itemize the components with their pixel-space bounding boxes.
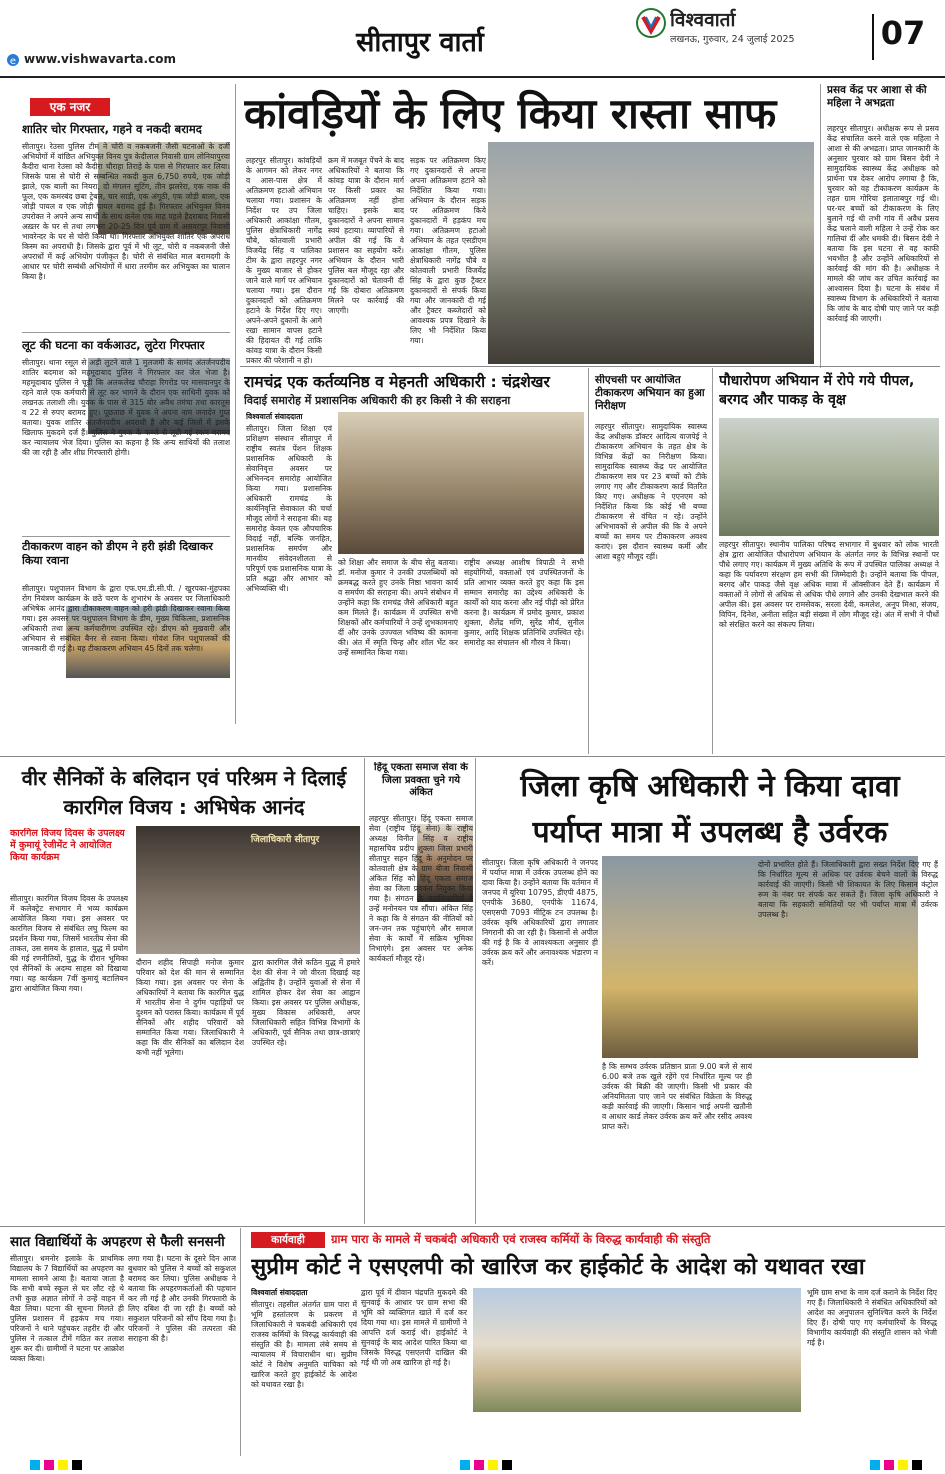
chandrashekhar-title: रामचंद्र एक कर्तव्यनिष्ठ व मेहनती अधिकारी : चंद्रशेखर (244, 373, 550, 391)
registration-cyan (460, 1460, 470, 1470)
supreme-court-photo (473, 1288, 801, 1412)
registration-black (502, 1460, 512, 1470)
chandrashekhar-photo (338, 412, 584, 554)
apaharan-col1: सीतापुर। धमनोर इलाके के प्राथमिक विद्यालय के 7 विद्यार्थियों का अपहरण का मामला सामने आया है। बताया जाता है कि सभी बच्चे स्कूल से घर लौट रहे थे तभी कुछ अज्ञात लोगों ने उन्हें वाहन में बैठा लिया। घटना की सूचना मिलते ही पुलिस प्रशासन में हड़कंप मच गया। परिजनों ने थाने पहुंचकर तहरीर दी और पुलिस ने तत्काल टीमें गठित कर तलाश शुरू कर दी। ग्रामीणों ने घटना पर आक्रोश व्यक्त किया। (10, 1254, 124, 1363)
cmo-story (588, 368, 708, 754)
page-number: 07 (872, 14, 932, 60)
hindu-body: लहरपुर सीतापुर। हिंदू एकता समाज सेवा (राष्ट्रीय हिंदू सेना) के राष्ट्रीय अध्यक्ष विनीत सिंह व राष्ट्रीय महासचिव प्रदीप शुक्ला जिला प्रभारी सीतापुर सहन हिंदू के अनुमोदन पर कोतवाली क्षेत्र के ग्राम बीजा निवासी अंकित सिंह को हिंदू एकता समाज सेवा का जिला प्रवक्ता नियुक्त किया गया है। संगठन के पदाधिकारियों ने उन्हें मनोनयन पत्र सौंपा। अंकित सिंह ने कहा कि वे संगठन की नीतियों को जन-जन तक पहुंचाएंगे और समाज सेवा के कार्यों में सक्रिय भूमिका निभाएंगे। इस अवसर पर अनेक कार्यकर्ता मौजूद रहे। (369, 814, 473, 963)
registration-yellow (488, 1460, 498, 1470)
story3-title: टीकाकरण वाहन को डीएम ने हरी झंडी दिखाकर किया रवाना (22, 540, 213, 567)
hindu-title: हिंदू एकता समाज सेवा के जिला प्रवक्ता चुने गये अंकित (374, 762, 468, 798)
chandrashekhar-col1: सीतापुर। जिला शिक्षा एवं प्रशिक्षण संस्थान सीतापुर में राष्ट्रीय स्वतंत्र पेंशन शिक्षक प्रशासनिक अधिकारी के सेवानिवृत्त अवसर पर अभिनन्दन समारोह आयोजित किया गया। प्रशासनिक अधिकारी रामचंद्र के कार्यनिवृत्ति सेवाकाल की चर्चा मौजूद लोगों ने सराहना की। यह समारोह केवल एक औपचारिक विदाई नहीं, बल्कि जनहित, प्रशासनिक समर्पण और मानवीय संवेदनशीलता से परिपूर्ण एक प्रशासनिक यात्रा के प्रति श्रद्धा और आभार को अभिव्यक्ति थी। (246, 424, 332, 593)
apaharan-title: सात विद्यार्थियों के अपहरण से फैली सनसनी (10, 1234, 225, 1250)
plantation-story (712, 368, 940, 754)
plantation-title: पौधारोपण अभियान में रोपे गये पीपल, बरगद और पाकड़ के वृक्ष (719, 373, 915, 408)
krishi-col2: है कि सम्भव उर्वरक प्रतिष्ठान प्रातः 9.00 बजे से सायं 6.00 बजे तक खुले रहेंगे एवं निर्धारित मूल्य पर ही उर्वरक की बिक्री की जाएगी। किसी भी प्रकार की अनियमितता पाए जाने पर संबंधित विक्रेता के विरुद्ध कड़ी कार्रवाई की जाएगी। किसान भाई अपनी खतौनी व आधार कार्ड लेकर उर्वरक क्रय करें और रसीद अवश्य प्राप्त करें। (602, 1062, 752, 1131)
print-registration-strip (0, 1458, 945, 1474)
registration-black (72, 1460, 82, 1470)
prasav-story (820, 84, 940, 368)
supreme-byline: विश्ववार्ता संवाददाता (251, 1288, 308, 1297)
hindu-story (364, 758, 476, 1224)
apaharan-col2: लगा गया है। घटना के दूसरे दिन आज बुधवार को पुलिस ने बच्चों को सकुशल बरामद कर लिया। पुलिस अधीक्षक ने बताया कि अपहरणकर्ताओं की पहचान कर ली गई है और उनकी गिरफ्तारी के लिए दबिश दी जा रही है। बच्चों को सकुशल परिजनों को सौंप दिया गया है। परिजनों ने पुलिस की तत्परता की सराहना की है। (128, 1254, 236, 1343)
supreme-story (240, 1228, 940, 1456)
supreme-title: सुप्रीम कोर्ट ने एसएलपी को खारिज कर हाईकोर्ट के आदेश को यथावत रखा (251, 1254, 865, 1280)
kargil-photo-caption: जिलाधिकारी सीतापुर (250, 835, 320, 845)
krishi-title-line1: जिला कृषि अधिकारी ने किया दावा (520, 769, 900, 804)
registration-black (912, 1460, 922, 1470)
prasav-body: लहरपुर सीतापुर। अधीक्षक रूप से प्रसव केंद्र संचालित करने वाले एक महिला ने आशा से की अभद्रता। प्राप्त जानकारी के अनुसार चुरवार को ग्राम बिसन देवी ने सामुदायिक स्वास्थ्य केंद्र अधीक्षक को प्रार्थना पत्र देकर आरोप लगाया है कि, चुरवार को वह टीकाकरण कार्यक्रम के तहत ग्राम गोरिया इलाताबपुर गई थी। घर-घर बच्चों को टीकाकरण के लिए बुलाने गई थी तभी गांव में अवैध प्रसव केंद्र चलाने वाली महिला ने उन्हें रोक कर गालियां दीं और धमकी दी। बिसन देवी ने बताया कि इस घटना से वह काफी भयभीत है और उन्होंने अधिकारियों से कार्रवाई की मांग की है। अधीक्षक ने मामले की जांच कर उचित कार्रवाई का आश्वासन दिया है। घटना के संबंध में स्वास्थ्य विभाग के अधिकारियों ने बताया कि जांच के बाद दोषी पाए जाने पर कड़ी कार्रवाई की जाएगी। (827, 124, 939, 323)
krishi-col1: सीतापुर। जिला कृषि अधिकारी ने जनपद में पर्याप्त मात्रा में उर्वरक उपलब्ध होने का दावा किया है। उन्होंने बताया कि वर्तमान में जनपद में यूरिया 10795, डीएपी 4875, एनपीके 3680, एनपीके 11674, एसएसपी 7093 मीट्रिक टन उपलब्ध है। उर्वरक कृषि अधिकारियों द्वारा लगातार निगरानी की जा रही है। किसानों से अपील की गई है कि वे आवश्यकता अनुसार ही उर्वरक क्रय करें और अनावश्यक भंडारण न करें। (482, 858, 598, 967)
svg-text:e: e (9, 56, 17, 66)
prasav-title: प्रसव केंद्र पर आशा से की महिला ने अभद्रता (827, 84, 927, 109)
kargil-title: वीर सैनिकों के बलिदान एवं परिश्रम ने दिलाई कारगिल विजय : अभिषेक आनंद (21, 766, 347, 819)
supreme-tag: कार्यवाही (251, 1232, 325, 1248)
chandrashekhar-byline: विश्ववार्ता संवाददाता (246, 412, 303, 421)
chandrashekhar-col3: राष्ट्रीय अध्यक्ष आशीष त्रिपाठी ने सभी सहयोगियों, वक्ताओं एवं उपस्थितजनों के प्रति आभार व्यक्त करते हुए कहा कि इस सम्मान समारोह का उद्देश्य अधिकारी के कार्यों को याद करना और नई पीढ़ी को प्रेरित करना है। कार्यक्रम में प्रमोद कुमार, प्रकाश शुक्ला, शैलेंद्र मणि, सुरेंद्र मौर्य, सुनील कुमार, आदि शिक्षक प्रतिनिधि उपस्थित रहे। समारोह का संचालन श्री गौरव ने किया। (464, 558, 584, 647)
plantation-photo (719, 418, 939, 536)
story1-title: शातिर चोर गिरफ्तार, गहने व नकदी बरामद (22, 122, 202, 136)
page-header (0, 0, 945, 75)
registration-cyan (870, 1460, 880, 1470)
story1-body: सीतापुर। रेउसा पुलिस टीम ने चोरी व नकबजनी जैसी घटनाओं के दर्जी अभियोगों में वांछित अभियुक्त विनय पुत्र केदीलाल निवासी ग्राम लोनियापुरवा कैदीरा थाना रेउसा को कैदीरा चौराहा तिराहे के पास से गिरफ्तार कर लिया। जिसके पास से चोरी से सम्बन्धित नकदी कुल 6,750 रुपये, एक जोड़ी झाले, एक बाली का नियरा, दो मंगलन सूटिंग, तीन झलरेरा, एक नाक की फूल, एक कमरबंद छबा ट्रेबल, चार साड़ी, एक अंगूठी, एक जोड़ी बाला, एक जोड़ी पायल व एक जोड़ी पायल बरामद हुई है। गिरफ्तार अभियुक्त विनय उपरोक्त ने अपने अन्य साथी के साथ कनेल एक माह पहले हैदराबाद निवासी अख़्तर के घर से तथा लगभग 20-25 दिन पूर्व ग्राम में असवरपुर निवासी भावरेन्दर के घर से चोरी किया था। गिरफ्तार अभियुक्त शातिर एक अपराध किस्म का अपराधी है। जिसके द्वारा पूर्व में भी लूट, चोरी व नकबजनी जैसे अपराधों में कई अभियोग पंजीकृत है। चोरी से संबंधित माल बरामदगी के आधार पर चोरी सम्बंधी अभियोगों में धारा तरमीम कर अभियुक्त का चालान किया है। (22, 142, 230, 281)
supreme-col1: सीतापुर। तहसील अंतर्गत ग्राम पारा में भूमि हस्तांतरण के प्रकरण में जिलाधिकारी ने चकबंदी अधिकारी एवं राजस्व कर्मियों के विरुद्ध कार्यवाही की संस्तुति की है। मामला लंबे समय से न्यायालय में विचाराधीन था। सुप्रीम कोर्ट ने विशेष अनुमति याचिका को खारिज करते हुए हाईकोर्ट के आदेश को यथावत रखा है। (251, 1300, 357, 1389)
site-url[interactable]: www.vishwavarta.com (24, 52, 176, 66)
registration-magenta (44, 1460, 54, 1470)
registration-yellow (58, 1460, 68, 1470)
kargil-subhead: कारगिल विजय दिवस के उपलक्ष्य में कुमायूं रेजीमेंट ने आयोजित किया कार्यक्रम (10, 828, 125, 863)
chandrashekhar-col2: को शिक्षा और समाज के बीच सेतु बताया। डॉ. मनोज कुमार ने उनकी उपलब्धियों को क्रमबद्ध करते हुए उनके निष्ठा भावना कार्य व समर्पण की सराहना की। अपने संबोधन में उन्होंने कहा कि रामचंद्र जैसे अधिकारी बहुत कम मिलते हैं। कार्यक्रम में उपस्थित सभी शिक्षकों और कर्मचारियों ने उन्हें शुभकामनाएं दीं और उनके उज्ज्वल भविष्य की कामना की। अंत में स्मृति चिन्ह और शॉल भेंट कर उन्हें सम्मानित किया गया। (338, 558, 458, 657)
krishi-title-line2: पर्याप्त मात्रा में उपलब्ध है उर्वरक (532, 815, 888, 850)
lead-col1: लहरपुर सीतापुर। कांवड़ियों के आगमन को लेकर नगर व आस-पास क्षेत्र में अतिक्रमण हटाओ अभियान चलाया गया। प्रशासन के निर्देश पर उप जिला अधिकारी आकांक्षा गौतम, पुलिस क्षेत्राधिकारी नागेंद्र चौबे, कोतवाली प्रभारी विजयेंद्र सिंह व पालिका टीम के द्वारा लहरपुर नगर के मुख्य बाजार से होकर जाने वाले मार्ग पर अभियान चलाया गया। इस दौरान दुकानदारों को अतिक्रमण हटाने के निर्देश दिए गए। अपने-अपने दुकानों के आगे रखा सामान वापस हटाने की हिदायत दी गई ताकि कांवड़ यात्रा के दौरान किसी प्रकार की परेशानी न हो। (246, 156, 322, 364)
registration-magenta (884, 1460, 894, 1470)
dateline: लखनऊ, गुरुवार, 24 जुलाई 2025 (670, 34, 795, 45)
cmo-body: लहरपुर सीतापुर। सामुदायिक स्वास्थ्य केंद्र अधीक्षक डॉक्टर आदित्य वाजपेई ने टीकाकरण अभियान के तहत क्षेत्र के विभिन्न केंद्रों का निरीक्षण किया। सामुदायिक स्वास्थ्य केंद्र पर आयोजित टीकाकरण सत्र पर 23 बच्चों को टीके लगाए गए और टीकाकरण कार्ड वितरित किए गए। अधीक्षक ने एएनएम को निर्देशित किया कि कोई भी बच्चा टीकाकरण से वंचित न रहे। उन्होंने अभिभावकों से अपील की कि वे अपने बच्चों का समय पर टीकाकरण अवश्य कराएं। इस दौरान स्वास्थ्य कर्मी और आशा बहुएं मौजूद रहीं। (595, 422, 707, 561)
lead-photo (488, 142, 814, 364)
story2-title: लूट की घटना का वर्कआउट, लुटेरा गिरफ्तार (22, 338, 205, 352)
plantation-body: लहरपुर सीतापुर। स्थानीय पालिका परिषद सभागार में बुधवार को लोक भारती क्षेत्र द्वारा आयोजित पौधारोपण अभियान के अंतर्गत नगर के विभिन्न स्थानों पर पौधे लगाए गए। कार्यक्रम में मुख्य अतिथि के रूप में उपस्थित पालिका अध्यक्ष ने कहा कि पर्यावरण संरक्षण हम सभी की जिम्मेदारी है। उन्होंने बताया कि पीपल, बरगद और पाकड़ जैसे वृक्ष अधिक मात्रा में ऑक्सीजन देते हैं। कार्यक्रम में वक्ताओं ने लोगों से अधिक से अधिक पौधे लगाने और उनकी देखभाल करने की अपील की। इस अवसर पर रामसेवक, सरला देवी, कमलेश, अनूप मिश्रा, संजय, विपिन, दिनेश, अनीता सहित बड़ी संख्या में लोग मौजूद रहे। अंत में सभी ने पौधों को संरक्षित करने का संकल्प लिया। (719, 540, 939, 629)
story3-body: सीतापुर। पशुपालन विभाग के द्वारा एफ.एम.डी.सी.पी. / खुरपका-मुंहपका रोग नियंत्रण कार्यक्रम के छठें चरण के शुभारंभ के अवसर पर जिलाधिकारी अभिषेक आनंद द्वारा टीकाकरण वाहन को हरी झंडी दिखाकर रवाना किया गया। इस अवसर पर पशुपालन विभाग के डीम, मुख्य चिकित्सा, प्रशासनिक अधिकारी तथा अन्य कर्मचारीगण उपस्थित रहे। डीएम को मुखवारी और अभियान से संबंधित बैनर से रवाना किया। गोवंश जिन पशुपालकों की जानकारी दी गई है। यह टीकाकरण अभियान 45 दिनों तक चलेगा। (22, 584, 230, 653)
lead-col2: क्रम में मजबूत पेंचने के बाद अधिकारियों ने बताया कि कांवड़ यात्रा के दौरान मार्ग पर किसी प्रकार का अतिक्रमण नहीं होना चाहिए। इसके बाद दुकानदारों ने अपना सामान स्वयं हटाया। व्यापारियों से अपील की गई कि वे प्रशासन का सहयोग करें। अभियान के दौरान भारी पुलिस बल मौजूद रहा और दुकानदारों को चेतावनी दी गई कि दोबारा अतिक्रमण मिलने पर कार्रवाई की जाएगी। (328, 156, 404, 315)
supreme-col3: भूमि ग्राम सभा के नाम दर्ज कराने के निर्देश दिए गए हैं। जिलाधिकारी ने संबंधित अधिकारियों को आदेश का अनुपालन सुनिश्चित करने के निर्देश दिए हैं। दोषी पाए गए कर्मचारियों के विरुद्ध विभागीय कार्यवाही की संस्तुति शासन को भेजी गई है। (807, 1288, 937, 1347)
kargil-col1: सीतापुर। कारगिल विजय दिवस के उपलक्ष्य में कलेक्ट्रेट सभागार में भव्य कार्यक्रम आयोजित किया गया। इस अवसर पर कारगिल विजय से संबंधित लघु फिल्म का प्रदर्शन किया गया, जिसमें भारतीय सेना की ताकत, उस समय के हालात, युद्ध में प्रयोग की गई रणनीतियों, युद्ध के दौरान भूमिका एवं सैनिकों के अदम्य साहस को दिखाया गया। यह कार्यक्रम 7वीं कुमायूं बटालियन द्वारा आयोजित किया गया। (10, 894, 128, 993)
brand-logo-icon (636, 8, 666, 38)
lead-col3: सड़क पर अतिक्रमण किए गए दुकानदारों से अपना अपना अतिक्रमण हटाने को निर्देशित किया गया। अभियान के दौरान सड़क पर अतिक्रमण किये दुकानदारों में हड़कंप मच गया। अतिक्रमण हटाओ अभियान के तहत एसडीएम आकांक्षा गौतम, पुलिस क्षेत्राधिकारी नागेंद्र चौबे व कोतवाली प्रभारी विजयेंद्र सिंह के द्वारा कुछ ट्रैक्टर दुकानदारों से संपर्क किया गया और जानकारी दी गई और ट्रैक्टर कब्जेदारों को आवश्यक प्रपत्र दिखाने के लिए भी निर्देशित किया गया। (410, 156, 486, 345)
chandrashekhar-subtitle: विदाई समारोह में प्रशासनिक अधिकारी की हर किसी ने की सराहना (244, 394, 511, 407)
krishi-col3: दोनों प्रभारित होते हैं। जिलाधिकारी द्वारा सख्त निर्देश दिए गए हैं कि निर्धारित मूल्य से अधिक पर उर्वरक बेचने वालों के विरुद्ध कार्रवाई की जाएगी। किसी भी शिकायत के लिए किसान कंट्रोल रूम के नंबर पर संपर्क कर सकते हैं। जिला कृषि अधिकारी ने बताया कि सहकारी समितियों पर भी पर्याप्त मात्रा में उर्वरक उपलब्ध है। (758, 860, 938, 919)
registration-yellow (898, 1460, 908, 1470)
kargil-col2: दौरान शहीद सिपाही मनोज कुमार परिवार को देश की मान से सम्मानित किया गया। इस अवसर पर सेना के अधिकारियों ने बताया कि कारगिल युद्ध में भारतीय सेना ने दुर्गम पहाड़ियों पर दुश्मन को परास्त किया। कार्यक्रम में पूर्व सैनिकों और शहीद परिवारों को सम्मानित किया गया। जिलाधिकारी ने कहा कि वीर सैनिकों का बलिदान देश कभी नहीं भूलेगा। (136, 958, 244, 1057)
cmo-title: सीएचसी पर आयोजित टीकाकरण अभियान का हुआ निरीक्षण (595, 374, 705, 412)
supreme-col2: द्वारा पूर्व में दीवान चंद्रपति मुकदमे की सुनवाई के आधार पर ग्राम सभा की भूमि को व्यक्तिगत खाते में दर्ज कर दिया गया था। इस मामले में ग्रामीणों ने आपत्ति दर्ज कराई थी। हाईकोर्ट ने सुनवाई के बाद आदेश पारित किया था जिसके विरुद्ध एसएलपी दाखिल की गई थी जो अब खारिज हो गई है। (361, 1288, 467, 1367)
ie-icon (6, 52, 20, 66)
section-title: सीतापुर वार्ता (356, 27, 484, 58)
ek-nazar-column (8, 84, 236, 724)
brand-name: विश्ववार्ता (670, 9, 736, 28)
registration-magenta (474, 1460, 484, 1470)
story2-body: सीतापुर। थाना रसूल से अड़ी लुटने वाले 1 मुलजमी के सामंद अंतर्जनपदीय शातिर बदमाश को महमूदाबाद पुलिस ने गिरफ्तार कर जेल भेजा है। महमूदाबाद पुलिस ने चूड़ी कि अलकलेख चौराहा रिगरोड पर मासवानपुर के रहने वाले एक कर्मचारी से लूट कर भागने के दौरान एक साथिनी युवक को लखनऊ तलाशी ली। युवक के पास से 315 बोर अवैध तमंचा तथा कारतूस व 22 से रुपए बरामद हुए। पूछताछ में युवक ने अपना नाम जनार्दन गुप्त बताया। युवक शातिर अंतर्जनपदीय अपराधी है और कई जिलों में इसके खिलाफ मुकदमे दर्ज हैं। पुलिस ने युवक के कब्जे से लूटी गई रकम बरामद कर न्यायालय भेज दिया। पुलिस का कहना है कि अन्य साथियों की तलाश की जा रही है और शीघ्र गिरफ्तारी होगी। (22, 358, 230, 457)
kargil-photo (136, 826, 360, 954)
lead-title: कांवड़ियों के लिए किया रास्ता साफ (244, 89, 777, 138)
supreme-kicker: ग्राम पारा के मामले में चकबंदी अधिकारी एवं राजस्व कर्मियों के विरुद्ध कार्यवाही की संस्तुति (331, 1232, 711, 1246)
ek-nazar-label: एक नजर (30, 98, 110, 116)
kargil-col3: द्वारा कारगिल जैसे कठिन युद्ध में हमारे देश की सेना ने जो वीरता दिखाई वह अद्वितीय है। उन्होंने युवाओं से सेना में शामिल होकर देश सेवा का आह्वान किया। इस अवसर पर पुलिस अधीक्षक, मुख्य विकास अधिकारी, अपर जिलाधिकारी सहित विभिन्न विभागों के अधिकारी, पूर्व सैनिक तथा छात्र-छात्राएं उपस्थित रहे। (252, 958, 360, 1047)
registration-cyan (30, 1460, 40, 1470)
